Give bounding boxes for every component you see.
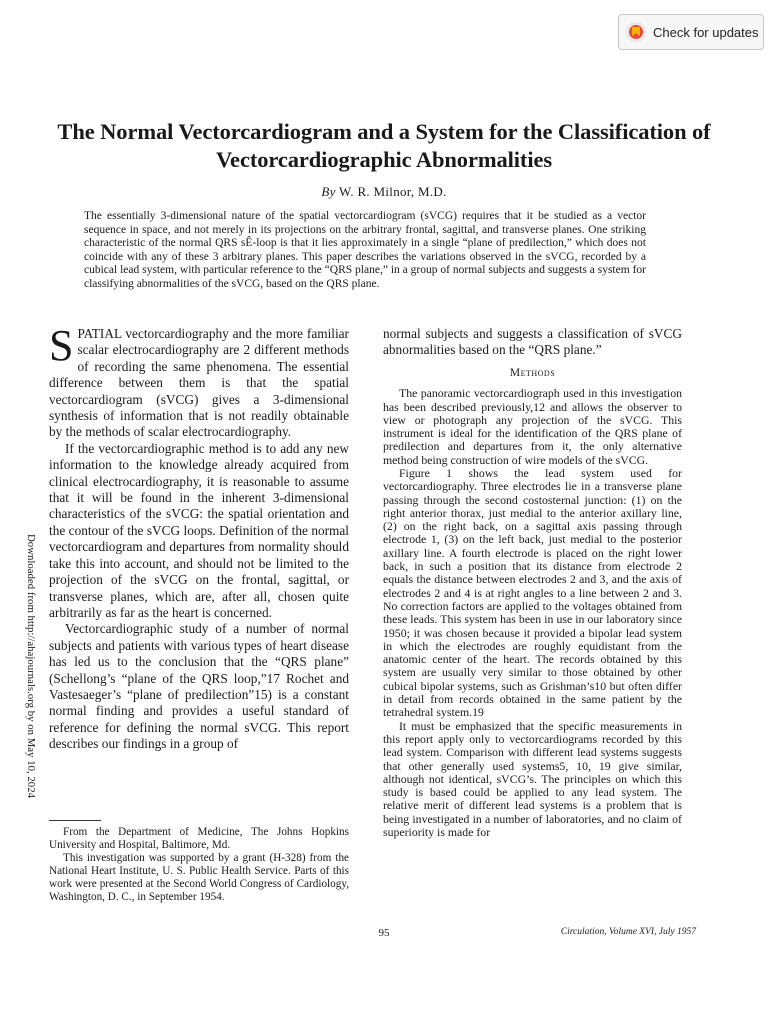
author-name: W. R. Milnor, M.D. xyxy=(338,184,447,199)
download-notice-text: Downloaded from http://ahajournals.org by on May 10, 2024 xyxy=(25,534,37,798)
paragraph: The panoramic vectorcardiograph used in this investigation has been described previously,12 and allows the observer to view or photograph any projection of the sVCG. This instrument is ideal for the identification of the QRS plane of predilection and departures from it, the only alternative method being construction of wire models of the sVCG. xyxy=(383,386,682,467)
paragraph: If the vectorcardiographic method is to add any new information to the knowledge already acquired from clinical electrocardiography, it is reasonable to assume that it will be found in the inherent 3-dimensional characteristics of the sVCG: the spatial orientation and the contour of the sVCG loops. Definition of the normal vectorcardiogram and departures from normality should take this into account, and should not be limited to the projection of the sVCG on the frontal, sagittal, or transverse planes, which are, after all, chosen quite arbitrarily as far as the heart is concerned. xyxy=(49,440,349,620)
article-title: The Normal Vectorcardiogram and a System for the Classification of Vectorcardiographic Abnormalities xyxy=(57,119,711,172)
page-number: 95 xyxy=(378,927,390,939)
footnote: This investigation was supported by a grant (H-328) from the National Heart Institute, U. S. Public Health Service. Parts of this work were presented at the Second World Congress of Cardiology, Washington, D. C., in September 1954. xyxy=(49,852,349,903)
section-heading-methods: Methods xyxy=(509,366,556,379)
author-prefix: By xyxy=(321,184,336,199)
journal-citation: Circulation, Volume XVI, July 1957 xyxy=(560,927,696,937)
author-line xyxy=(0,184,768,200)
paragraph: normal subjects and suggests a classification of sVCG abnormalities based on the “QRS plane.” xyxy=(383,326,682,358)
paragraph: It must be emphasized that the specific measurements in this report apply only to vectorcardiograms recorded by this lead system. Comparison with different lead systems suggests that other generally used systems5, 10, 19 give similar, although not identical, sVCG’s. The principles on which this study is based could be applied to any lead system. The relative merit of different lead systems is a problem that is being investigated in a number of laboratories, and no claim of superiority is made for xyxy=(383,718,682,840)
abstract xyxy=(84,210,646,292)
check-for-updates-button[interactable] xyxy=(618,14,764,50)
drop-cap: S xyxy=(49,321,74,370)
right-column xyxy=(383,326,682,839)
left-column xyxy=(49,321,349,753)
footnotes xyxy=(49,826,349,904)
intro-text: PATIAL vectorcardiography and the more familiar scalar electrocardiography are 2 different methods of recording the same phenomena. The essential difference between them is that the spatial vectorcardiogram (sVCG) gives a 3-dimensional synthesis of information that is not readily obtainable by the methods of scalar electrocardiography. xyxy=(49,326,349,440)
crossmark-icon xyxy=(625,21,647,43)
intro-paragraph xyxy=(49,321,349,441)
download-notice xyxy=(26,520,36,810)
paragraph: Vectorcardiographic study of a number of normal subjects and patients with various types of heart disease has led us to the conclusion that the “QRS plane” (Schellong’s “plane of the QRS loop,”17 Rochet and Vastesaeger’s “plane of predilection”15) is a constant normal finding and provides a useful standard of reference for defining the normal sVCG. This report describes our findings in a group of xyxy=(49,621,349,752)
footnote-divider xyxy=(49,820,101,821)
paragraph: Figure 1 shows the lead system used for vectorcardiography. Three electrodes lie in a transverse plane passing through the second costosternal junction: (1) on the right anterior thorax, just medial to the anterior axillary line, (2) on the right back, on a sagittal axis passing through electrode 1, (3) on the left back, just medial to the posterior axillary line. A fourth electrode is placed on the right lower back, in such a position that its distance from electrode 2 equals the distance between electrodes 2 and 3, and the axis of electrodes 2 and 4 is at right angles to a line between 2 and 3. No correction factors are applied to the voltages obtained from these leads. This system has been in use in our laboratory since 1950; it was chosen because it provided a bipolar lead system in which the electrodes are roughly equidistant from the anatomic center of the heart. The records obtained by this system are usually very similar to those obtained by other cubical bipolar systems, such as Grishman’s10 but often differ in detail from records obtained in the same patient by the tetrahedral system.19 xyxy=(383,466,682,720)
check-for-updates-label: Check for updates xyxy=(653,24,759,40)
abstract-text: The essentially 3-dimensional nature of the spatial vectorcardiogram (sVCG) requires that it be studied as a vector sequence in space, and not merely in its projections on the arbitrary frontal, sagittal, and transverse planes. One striking characteristic of the normal QRS sÊ-loop is that it lies approximately in a single “plane of predilection,” which does not coincide with any of these 3 arbitrary planes. This paper describes the variations observed in the sVCG, recorded by a cubical lead system, with particular reference to the “QRS plane,” in a group of normal subjects and suggests a system for classifying abnormalities of the sVCG, based on the QRS plane. xyxy=(84,210,646,290)
footnote: From the Department of Medicine, The Johns Hopkins University and Hospital, Baltimore, Md. xyxy=(49,826,349,851)
